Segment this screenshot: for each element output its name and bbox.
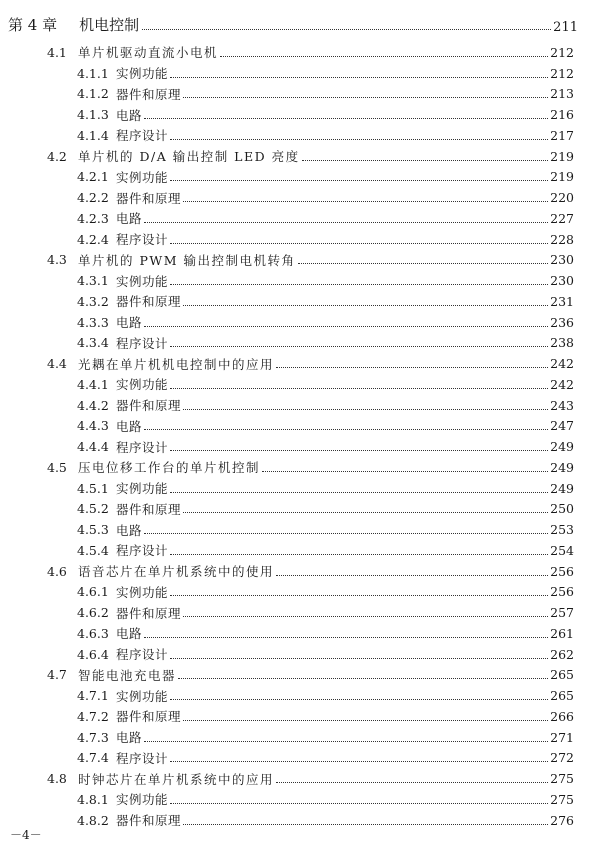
- dot-leader: [262, 471, 548, 472]
- subsection-page: 227: [550, 210, 574, 226]
- dot-leader: [170, 554, 548, 555]
- section-number: 4.6: [47, 563, 67, 579]
- subsection-number: 4.3.4: [77, 335, 109, 351]
- dot-leader: [170, 761, 548, 762]
- subsection-number: 4.1.2: [77, 86, 109, 102]
- subsection-number: 4.7.2: [77, 708, 109, 724]
- toc-subsection-row: [0, 644, 604, 665]
- subsection-number: 4.6.4: [77, 646, 109, 662]
- subsection-number: 4.3.1: [77, 273, 109, 289]
- subsection-number: 4.1.4: [77, 127, 109, 143]
- section-page: 265: [550, 667, 574, 683]
- subsection-title: 实例功能: [116, 66, 169, 82]
- subsection-number: 4.2.4: [77, 231, 109, 247]
- subsection-number: 4.2.3: [77, 210, 109, 226]
- subsection-page: 247: [550, 418, 574, 434]
- dot-leader: [170, 803, 548, 804]
- subsection-page: 257: [550, 605, 574, 621]
- subsection-title: 程序设计: [116, 750, 169, 766]
- toc-section-row: [0, 561, 604, 582]
- subsection-title: 电路: [116, 626, 143, 642]
- subsection-page: 276: [550, 812, 574, 828]
- toc-subsection-row: [0, 63, 604, 84]
- toc-section-row: [0, 353, 604, 374]
- subsection-page: 250: [550, 501, 574, 517]
- subsection-page: 266: [550, 708, 574, 724]
- toc-section-row: [0, 42, 604, 63]
- subsection-page: 220: [550, 190, 574, 206]
- section-number: 4.3: [47, 252, 67, 268]
- toc-subsection-row: [0, 416, 604, 437]
- subsection-number: 4.7.1: [77, 688, 109, 704]
- section-title: 单片机的 PWM 输出控制电机转角: [78, 252, 296, 268]
- subsection-title: 实例功能: [116, 688, 169, 704]
- subsection-number: 4.8.2: [77, 812, 109, 828]
- subsection-title: 程序设计: [116, 232, 169, 248]
- chapter-title: 机电控制: [79, 16, 140, 34]
- subsection-title: 程序设计: [116, 543, 169, 559]
- toc-list: [0, 42, 604, 831]
- dot-leader: [170, 346, 548, 347]
- toc-subsection-row: [0, 436, 604, 457]
- subsection-title: 程序设计: [116, 647, 169, 663]
- dot-leader: [170, 284, 548, 285]
- chapter-number: 第 4 章: [8, 16, 58, 34]
- section-page: 212: [550, 44, 574, 60]
- section-title: 单片机的 D/A 输出控制 LED 亮度: [78, 149, 300, 165]
- subsection-page: 228: [550, 231, 574, 247]
- dot-leader: [144, 533, 548, 534]
- toc-subsection-row: [0, 748, 604, 769]
- subsection-page: 272: [550, 750, 574, 766]
- subsection-title: 实例功能: [116, 273, 169, 289]
- section-page: 230: [550, 252, 574, 268]
- subsection-number: 4.2.2: [77, 190, 109, 206]
- dot-leader: [144, 637, 548, 638]
- section-number: 4.4: [47, 356, 67, 372]
- dot-leader: [144, 429, 548, 430]
- dot-leader: [170, 180, 548, 181]
- page-number-footer: －4－: [10, 828, 42, 842]
- toc-subsection-row: [0, 229, 604, 250]
- subsection-number: 4.4.1: [77, 376, 109, 392]
- toc-subsection-row: [0, 727, 604, 748]
- subsection-page: 230: [550, 273, 574, 289]
- toc-section-row: [0, 768, 604, 789]
- subsection-title: 实例功能: [116, 481, 169, 497]
- section-page: 249: [550, 459, 574, 475]
- toc-subsection-row: [0, 499, 604, 520]
- section-page: 219: [550, 148, 574, 164]
- subsection-page: 249: [550, 480, 574, 496]
- subsection-title: 程序设计: [116, 439, 169, 455]
- subsection-page: 262: [550, 646, 574, 662]
- subsection-title: 器件和原理: [116, 501, 182, 517]
- dot-leader: [170, 77, 548, 78]
- subsection-page: 243: [550, 397, 574, 413]
- subsection-title: 实例功能: [116, 377, 169, 393]
- section-number: 4.5: [47, 459, 67, 475]
- subsection-page: 271: [550, 729, 574, 745]
- subsection-title: 电路: [116, 730, 143, 746]
- subsection-title: 器件和原理: [116, 86, 182, 102]
- toc-subsection-row: [0, 519, 604, 540]
- subsection-page: 231: [550, 293, 574, 309]
- toc-subsection-row: [0, 789, 604, 810]
- dot-leader: [142, 29, 551, 30]
- dot-leader: [276, 782, 548, 783]
- toc-subsection-row: [0, 333, 604, 354]
- dot-leader: [183, 201, 548, 202]
- toc-subsection-row: [0, 685, 604, 706]
- toc-subsection-row: [0, 125, 604, 146]
- section-number: 4.2: [47, 148, 67, 164]
- subsection-title: 器件和原理: [116, 190, 182, 206]
- toc-subsection-row: [0, 706, 604, 727]
- subsection-page: 261: [550, 625, 574, 641]
- dot-leader: [170, 388, 548, 389]
- dot-leader: [183, 824, 548, 825]
- subsection-page: 219: [550, 169, 574, 185]
- subsection-number: 4.5.2: [77, 501, 109, 517]
- subsection-number: 4.5.1: [77, 480, 109, 496]
- dot-leader: [302, 160, 549, 161]
- section-title: 压电位移工作台的单片机控制: [78, 460, 261, 476]
- subsection-page: 242: [550, 376, 574, 392]
- toc-section-row: [0, 457, 604, 478]
- toc-subsection-row: [0, 582, 604, 603]
- subsection-number: 4.6.3: [77, 625, 109, 641]
- subsection-title: 电路: [116, 107, 143, 123]
- toc-subsection-row: [0, 208, 604, 229]
- dot-leader: [144, 741, 548, 742]
- dot-leader: [170, 492, 548, 493]
- chapter-page: 211: [553, 20, 578, 35]
- dot-leader: [276, 575, 548, 576]
- subsection-number: 4.3.2: [77, 293, 109, 309]
- dot-leader: [144, 326, 548, 327]
- subsection-title: 电路: [116, 211, 143, 227]
- dot-leader: [298, 263, 549, 264]
- subsection-number: 4.6.2: [77, 605, 109, 621]
- toc-section-row: [0, 146, 604, 167]
- dot-leader: [170, 243, 548, 244]
- subsection-title: 实例功能: [116, 169, 169, 185]
- subsection-number: 4.8.1: [77, 791, 109, 807]
- toc-subsection-row: [0, 104, 604, 125]
- dot-leader: [183, 409, 548, 410]
- subsection-page: 217: [550, 127, 574, 143]
- subsection-page: 254: [550, 542, 574, 558]
- dot-leader: [170, 699, 548, 700]
- subsection-number: 4.5.3: [77, 522, 109, 538]
- toc-subsection-row: [0, 312, 604, 333]
- toc-section-row: [0, 250, 604, 271]
- dot-leader: [276, 367, 548, 368]
- toc-subsection-row: [0, 374, 604, 395]
- dot-leader: [220, 56, 548, 57]
- toc-subsection-row: [0, 270, 604, 291]
- toc-subsection-row: [0, 167, 604, 188]
- section-title: 时钟芯片在单片机系统中的应用: [78, 771, 275, 787]
- subsection-number: 4.4.2: [77, 397, 109, 413]
- dot-leader: [183, 305, 548, 306]
- dot-leader: [170, 450, 548, 451]
- dot-leader: [144, 222, 548, 223]
- subsection-title: 器件和原理: [116, 398, 182, 414]
- subsection-page: 236: [550, 314, 574, 330]
- dot-leader: [183, 616, 548, 617]
- subsection-title: 程序设计: [116, 128, 169, 144]
- subsection-title: 实例功能: [116, 584, 169, 600]
- subsection-page: 249: [550, 439, 574, 455]
- toc-subsection-row: [0, 623, 604, 644]
- subsection-number: 4.6.1: [77, 584, 109, 600]
- toc-subsection-row: [0, 395, 604, 416]
- subsection-number: 4.3.3: [77, 314, 109, 330]
- section-number: 4.8: [47, 771, 67, 787]
- toc-section-row: [0, 665, 604, 686]
- subsection-page: 265: [550, 688, 574, 704]
- toc-subsection-row: [0, 187, 604, 208]
- dot-leader: [144, 118, 548, 119]
- subsection-page: 213: [550, 86, 574, 102]
- dot-leader: [170, 139, 548, 140]
- section-number: 4.1: [47, 44, 67, 60]
- toc-subsection-row: [0, 810, 604, 831]
- subsection-title: 电路: [116, 522, 143, 538]
- dot-leader: [183, 720, 548, 721]
- subsection-number: 4.4.3: [77, 418, 109, 434]
- dot-leader: [178, 678, 548, 679]
- dot-leader: [170, 658, 548, 659]
- subsection-title: 电路: [116, 315, 143, 331]
- subsection-title: 器件和原理: [116, 813, 182, 829]
- subsection-page: 216: [550, 107, 574, 123]
- toc-subsection-row: [0, 291, 604, 312]
- subsection-page: 275: [550, 791, 574, 807]
- subsection-number: 4.5.4: [77, 542, 109, 558]
- section-page: 256: [550, 563, 574, 579]
- chapter-heading: [8, 9, 578, 35]
- section-page: 242: [550, 356, 574, 372]
- subsection-title: 器件和原理: [116, 605, 182, 621]
- section-title: 智能电池充电器: [78, 667, 177, 683]
- dot-leader: [183, 97, 548, 98]
- dot-leader: [183, 512, 548, 513]
- subsection-page: 212: [550, 65, 574, 81]
- section-title: 光耦在单片机机电控制中的应用: [78, 356, 275, 372]
- subsection-title: 器件和原理: [116, 709, 182, 725]
- subsection-page: 256: [550, 584, 574, 600]
- toc-subsection-row: [0, 478, 604, 499]
- subsection-title: 器件和原理: [116, 294, 182, 310]
- subsection-number: 4.7.4: [77, 750, 109, 766]
- subsection-title: 电路: [116, 418, 143, 434]
- section-title: 单片机驱动直流小电机: [78, 45, 219, 61]
- toc-subsection-row: [0, 602, 604, 623]
- section-title: 语音芯片在单片机系统中的使用: [78, 564, 275, 580]
- subsection-number: 4.1.3: [77, 107, 109, 123]
- toc-subsection-row: [0, 84, 604, 105]
- subsection-page: 253: [550, 522, 574, 538]
- section-page: 275: [550, 771, 574, 787]
- subsection-number: 4.7.3: [77, 729, 109, 745]
- subsection-number: 4.2.1: [77, 169, 109, 185]
- subsection-number: 4.1.1: [77, 65, 109, 81]
- subsection-title: 程序设计: [116, 335, 169, 351]
- toc-subsection-row: [0, 540, 604, 561]
- subsection-title: 实例功能: [116, 792, 169, 808]
- subsection-number: 4.4.4: [77, 439, 109, 455]
- dot-leader: [170, 595, 548, 596]
- subsection-page: 238: [550, 335, 574, 351]
- section-number: 4.7: [47, 667, 67, 683]
